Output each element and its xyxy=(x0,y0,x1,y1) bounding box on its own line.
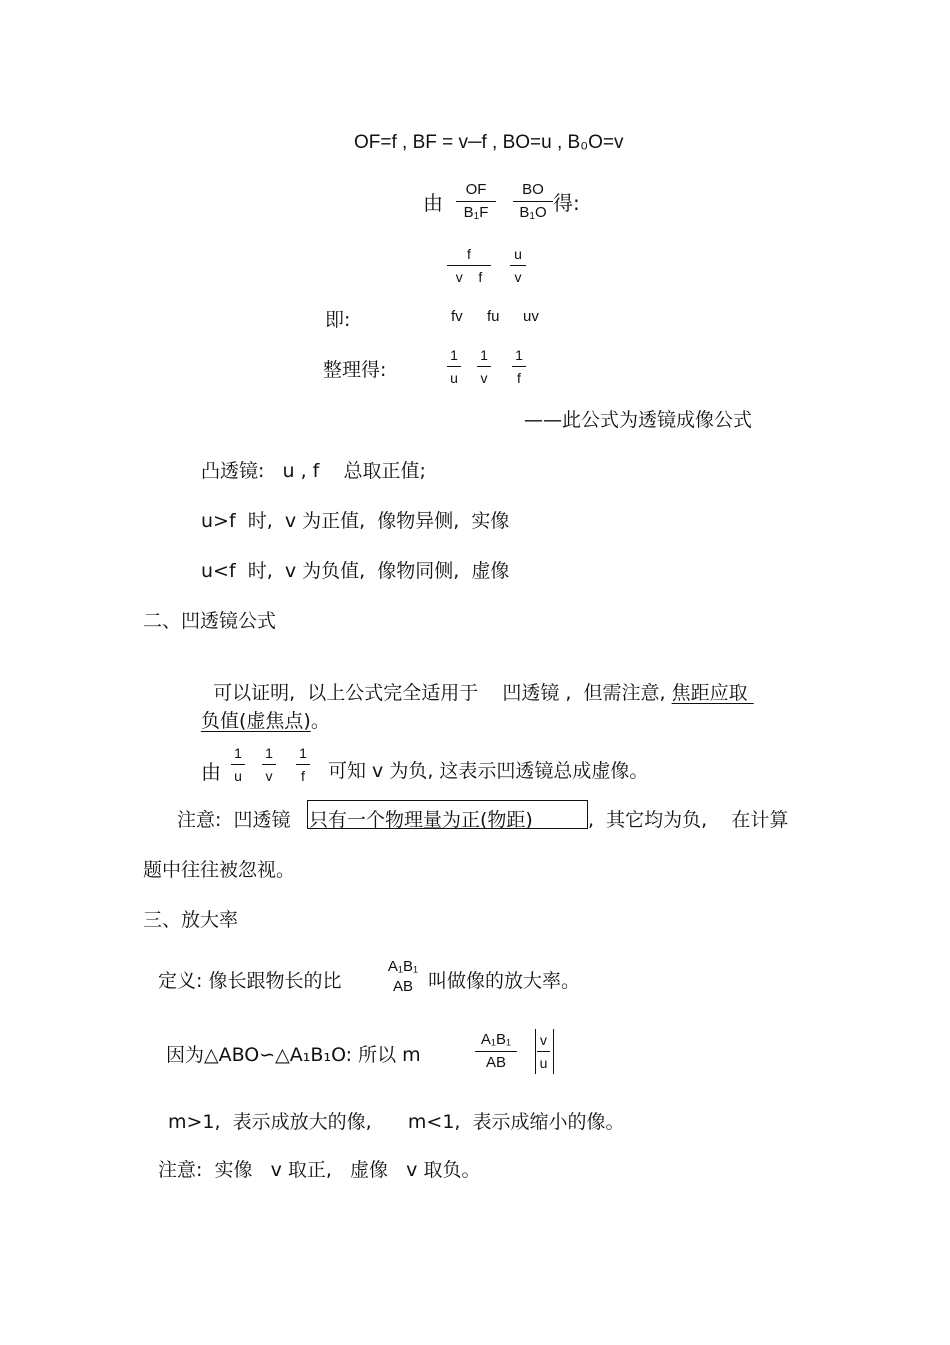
note-concave-prefix: 注意: 凹透镜 xyxy=(177,809,291,831)
formula-line-1: OF=f , BF = v─f , BO=u , B₀O=v xyxy=(354,132,624,153)
fraction-1-over-v-2: 1 v xyxy=(262,744,276,785)
fraction-1-over-u: 1 u xyxy=(447,346,461,387)
section-2-paragraph-cont: 负值(虚焦点)。 xyxy=(201,710,330,732)
term-uv: uv xyxy=(523,308,539,325)
fraction-a1b1-over-ab: A₁B₁ AB xyxy=(387,958,419,995)
fraction-v-over-u: v u xyxy=(537,1031,550,1072)
definition-suffix: 叫做像的放大率。 xyxy=(428,970,581,992)
convex-line-1: 凸透镜: u , f 总取正值; xyxy=(201,460,426,482)
term-fu: fu xyxy=(487,308,500,325)
fraction-u-over-v: u v xyxy=(510,245,526,286)
zhengli-label: 整理得: xyxy=(323,359,387,381)
fraction-of-b1f: OF $B_1F$ xyxy=(456,181,496,226)
definition-prefix: 定义: 像长跟物长的比 xyxy=(158,970,342,992)
convex-line-2: u>f 时, v 为正值, 像物异侧, 实像 xyxy=(201,510,510,532)
note-concave-line-2: 题中往往被忽视。 xyxy=(143,859,296,881)
fraction-1-over-f: 1 f xyxy=(512,346,526,387)
magnification-meaning: m>1, 表示成放大的像, m<1, 表示成缩小的像。 xyxy=(168,1111,625,1133)
fraction-f-over-v-minus-f: f v f xyxy=(447,245,491,286)
you-label: 由 xyxy=(423,191,443,215)
fraction-1-over-u-2: 1 u xyxy=(231,744,245,785)
term-fv: fv xyxy=(451,308,463,325)
formula-caption: ——此公式为透镜成像公式 xyxy=(524,409,753,431)
fraction-1-over-v: 1 v xyxy=(477,346,491,387)
because-line: 因为△ABO∽△A₁B₁O: 所以 m xyxy=(166,1044,421,1066)
note-concave-suffix: , 其它均为负, 在计算 xyxy=(588,809,789,831)
section-2-heading: 二、凹透镜公式 xyxy=(143,610,277,632)
ji-label: 即: xyxy=(325,309,351,331)
magnification-note: 注意: 实像 v 取正, 虚像 v 取负。 xyxy=(158,1159,481,1181)
section-2-paragraph: 可以证明, 以上公式完全适用于 凹透镜 , 但需注意, 焦距应取 xyxy=(213,682,754,704)
section-3-heading: 三、放大率 xyxy=(143,909,239,931)
convex-line-3: u<f 时, v 为负值, 像物同侧, 虚像 xyxy=(201,560,510,582)
note-boxed-text: 只有一个物理量为正(物距) xyxy=(309,809,533,831)
fraction-1-over-f-2: 1 f xyxy=(296,744,310,785)
concave-conclusion: 可知 v 为负, 这表示凹透镜总成虚像。 xyxy=(328,760,649,782)
you-label-2: 由 xyxy=(201,760,221,784)
de-label: 得: xyxy=(553,191,580,215)
fraction-bo-b1o: BO $B_1O$ xyxy=(513,181,553,226)
fraction-m-a1b1-over-ab: A₁B₁ AB xyxy=(475,1031,517,1072)
